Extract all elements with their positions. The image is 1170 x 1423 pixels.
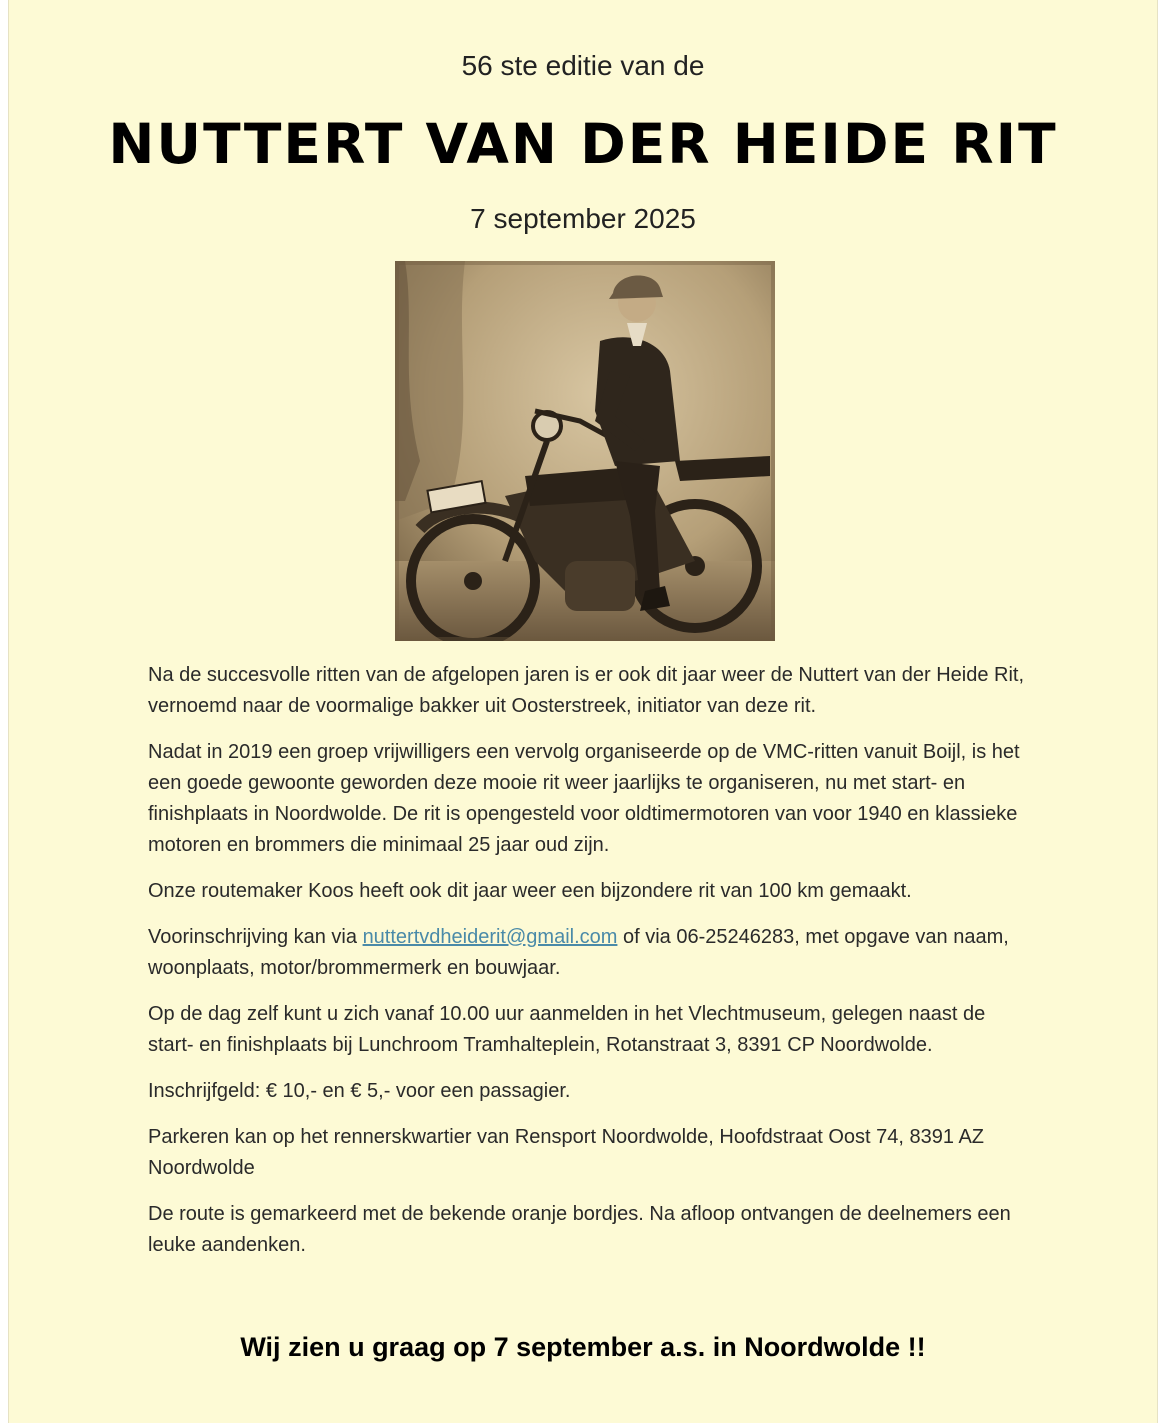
registration-text-before: Voorinschrijving kan via: [148, 926, 363, 948]
registration-paragraph: [148, 922, 1028, 984]
parking-paragraph: Parkeren kan op het rennerskwartier van Rensport Noordwolde, Hoofdstraat Oost 74, 8391 AZ Noordwolde: [148, 1126, 985, 1179]
flyer-page: [8, 0, 1158, 1423]
event-date: 7 september 2025: [470, 203, 696, 234]
route-paragraph: Onze routemaker Koos heeft ook dit jaar weer een bijzondere rit van 100 km gemaakt.: [148, 880, 912, 902]
motorcycle-rider-photo-icon: [395, 261, 775, 641]
history-paragraph: Nadat in 2019 een groep vrijwilligers een vervolg organiseerde op de VMC-ritten vanuit Boijl, is het een goede gewoonte geworden deze mooie rit weer jaarlijks te organiseren, nu met start- en finishplaats in Noordwolde. De rit is opengesteld voor oldtimermotoren van voor 1940 en klassieke motoren en brommers die minimaal 25 jaar oud zijn.: [148, 741, 1020, 856]
intro-paragraph: Na de succesvolle ritten van de afgelopen jaren is er ook dit jaar weer de Nuttert van der Heide Rit, vernoemd naar de voormalige bakker uit Oosterstreek, initiator van deze rit.: [148, 664, 1025, 717]
closing-line: Wij zien u graag op 7 september a.s. in Noordwolde !!: [240, 1332, 926, 1362]
markers-paragraph: De route is gemarkeerd met de bekende oranje bordjes. Na afloop ontvangen de deelnemers een leuke aandenken.: [148, 1203, 1011, 1256]
event-title: NUTTERT VAN DER HEIDE RIT: [108, 112, 1058, 176]
fee-paragraph: Inschrijfgeld: € 10,- en € 5,- voor een passagier.: [148, 1080, 571, 1102]
edition-subtitle: 56 ste editie van de: [461, 50, 705, 81]
vintage-motorcycle-photo: [395, 261, 775, 641]
email-link[interactable]: nuttertvdheiderit@gmail.com: [362, 926, 618, 948]
body-text: [148, 660, 1028, 1276]
same-day-paragraph: Op de dag zelf kunt u zich vanaf 10.00 uur aanmelden in het Vlechtmuseum, gelegen naast de start- en finishplaats bij Lunchroom Tramhalteplein, Rotanstraat 3, 8391 CP Noordwolde.: [148, 1003, 986, 1056]
registration-text-after: of via 06-25246283, met opgave van naam, woonplaats, motor/brommermerk en bouwjaar.: [148, 926, 1009, 979]
